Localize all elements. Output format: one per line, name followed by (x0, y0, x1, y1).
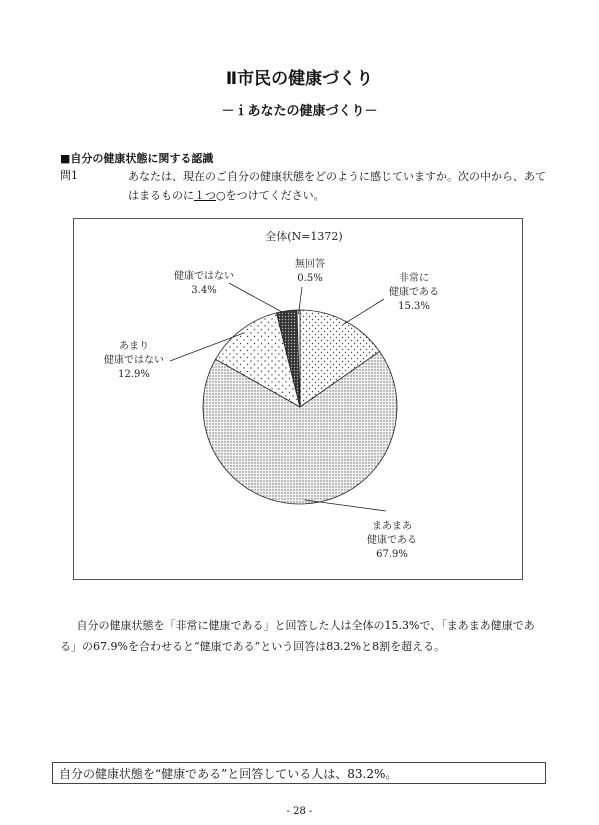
leader-line (229, 283, 287, 315)
slice-category-label: 健康ではない (174, 271, 234, 282)
question-text (128, 167, 548, 205)
pie-chart (74, 219, 522, 579)
slice-value-label: 3.4% (191, 285, 217, 296)
slice-category-label: まあまあ (372, 521, 412, 532)
page-subtitle: －ｉあなたの健康づくり－ (221, 104, 378, 119)
body-paragraph: 自分の健康状態を「非常に健康である」と回答した人は全体の15.3%で、「まあまあ健康である」の67.9%を合わせると“健康である”という回答は83.2%と8割を超える。 (60, 619, 535, 653)
slice-category-label: 健康である (389, 287, 439, 298)
slice-value-label: 0.5% (297, 273, 323, 284)
page-number: - 28 - (286, 806, 313, 817)
page-title: Ⅱ市民の健康づくり (225, 69, 374, 89)
question-number: 問1 (60, 169, 78, 182)
pie-chart-frame (73, 218, 523, 580)
leader-line (304, 500, 386, 511)
slice-category-label: 健康ではない (104, 355, 164, 366)
slice-value-label: 15.3% (398, 301, 430, 312)
question-text-tail: ○をつけてください。 (216, 189, 325, 202)
slice-category-label: 非常に (399, 273, 429, 284)
leader-line (343, 299, 384, 325)
slice-category-label: 無回答 (295, 259, 325, 270)
slice-category-label: 健康である (367, 535, 417, 546)
question-text-main: あなたは、現在のご自分の健康状態をどのように感じていますか。次の中から、あてはまるものに (128, 170, 546, 202)
slice-category-label: あまり (119, 341, 149, 352)
section-heading: ■自分の健康状態に関する認識 (60, 152, 214, 165)
chart-title: 全体(N=1372) (265, 230, 343, 243)
question-emphasis: １つ (194, 189, 216, 202)
summary-box: 自分の健康状態を“健康である”と回答している人は、83.2%。 (52, 762, 546, 784)
slice-value-label: 67.9% (376, 549, 408, 560)
slice-value-label: 12.9% (118, 369, 150, 380)
